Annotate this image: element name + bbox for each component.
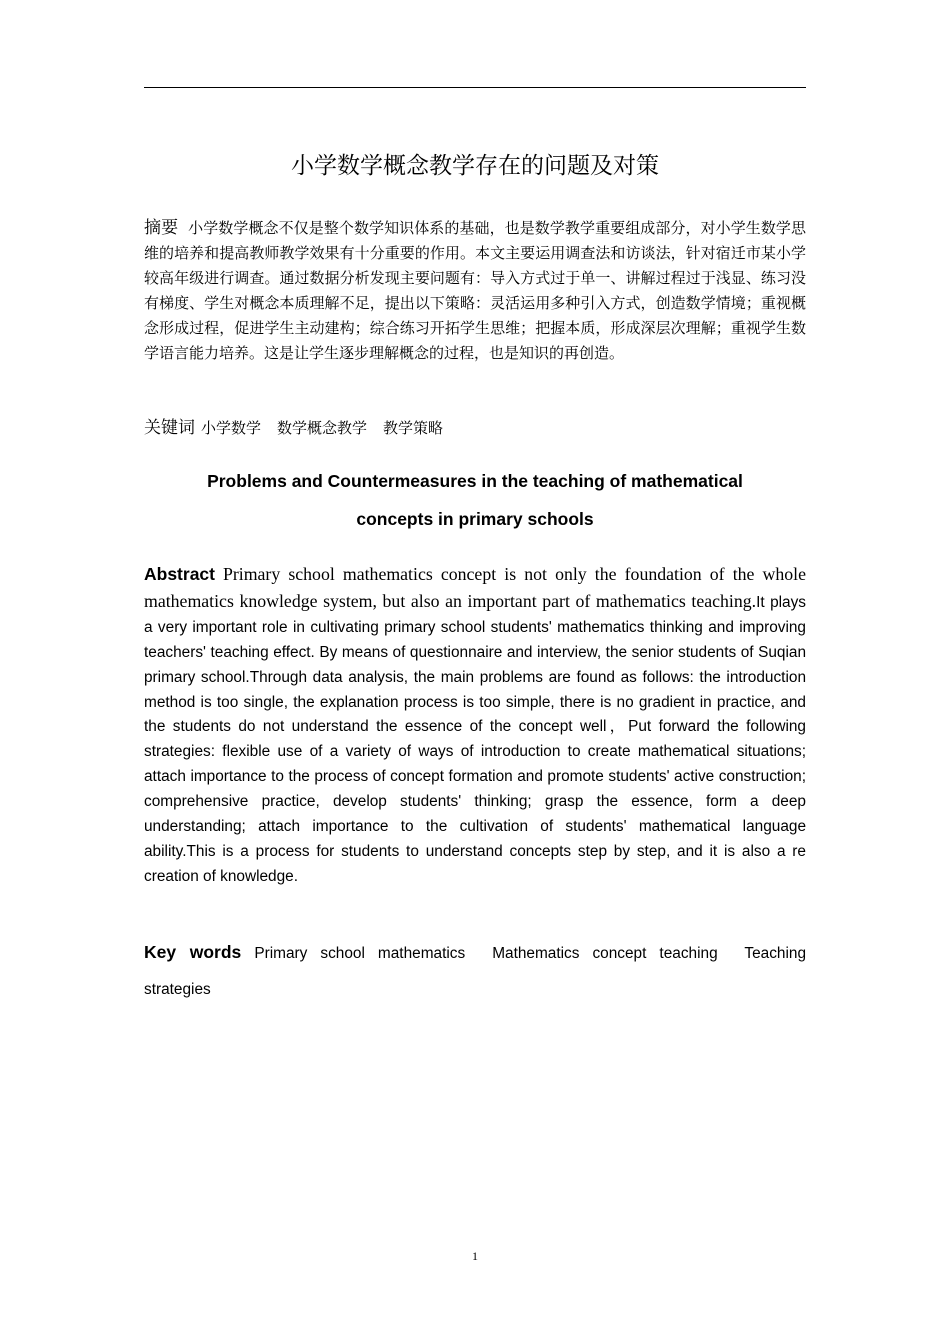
chinese-title: 小学数学概念教学存在的问题及对策 bbox=[291, 153, 659, 179]
english-abstract bbox=[144, 562, 806, 890]
english-title-line-2: concepts in primary schools bbox=[356, 509, 594, 529]
chinese-abstract-label: 摘要 bbox=[144, 218, 179, 238]
english-keywords bbox=[144, 934, 806, 1008]
english-abstract-serif-text: Primary school mathematics concept is not only the foundation of the whole mathematics knowledge system, but also an important part of mathematics teaching. bbox=[144, 564, 807, 611]
english-keyword: Primary school mathematics bbox=[254, 945, 466, 962]
chinese-keyword: 数学概念教学 bbox=[277, 419, 368, 437]
english-keywords-label: Key words bbox=[144, 942, 242, 962]
chinese-keywords bbox=[144, 415, 806, 441]
english-keyword: Mathematics concept teaching bbox=[492, 945, 718, 962]
english-keyword: Teaching strategies bbox=[144, 945, 806, 998]
chinese-keyword: 小学数学 bbox=[201, 419, 262, 437]
english-title-line-1: Problems and Countermeasures in the teaching of mathematical bbox=[207, 471, 743, 491]
chinese-keywords-label: 关键词 bbox=[144, 418, 195, 438]
header-rule bbox=[144, 87, 806, 88]
english-abstract-label: Abstract bbox=[144, 564, 215, 584]
page-number: 1 bbox=[472, 1249, 478, 1263]
english-title bbox=[144, 462, 806, 538]
english-abstract-text: It plays a very important role in cultivating primary school students' mathematics thinking and improving teachers' teaching effect. By means of questionnaire and interview, the senior students of Suqian primary school.Through data analysis, the main problems are found as follows: the introduction method is too single, the explanation process is too simple, there is no gradient in practice, and the students do not understand the essence of the concept well，Put forward the following strategies: flexible use of a variety of ways of introduction to create mathematical situations; attach importance to the process of concept formation and promote students' active construction; comprehensive practice, develop students' thinking; grasp the essence, form a deep understanding; attach importance to the cultivation of students' mathematical language ability.This is a process for students to understand concepts step by step, and it is also a re creation of knowledge. bbox=[144, 593, 806, 885]
chinese-keyword: 教学策略 bbox=[383, 419, 444, 437]
chinese-abstract bbox=[144, 216, 806, 366]
chinese-abstract-text: 小学数学概念不仅是整个数学知识体系的基础，也是数学教学重要组成部分，对小学生数学思维的培养和提高教师教学效果有十分重要的作用。本文主要运用调查法和访谈法，针对宿迁市某小学较高年级进行调查。通过数据分析发现主要问题有：导入方式过于单一、讲解过程过于浅显、练习没有梯度、学生对概念本质理解不足，提出以下策略：灵活运用多种引入方式，创造数学情境；重视概念形成过程，促进学生主动建构；综合练习开拓学生思维；把握本质，形成深层次理解；重视学生数学语言能力培养。这是让学生逐步理解概念的过程，也是知识的再创造。 bbox=[144, 219, 807, 362]
